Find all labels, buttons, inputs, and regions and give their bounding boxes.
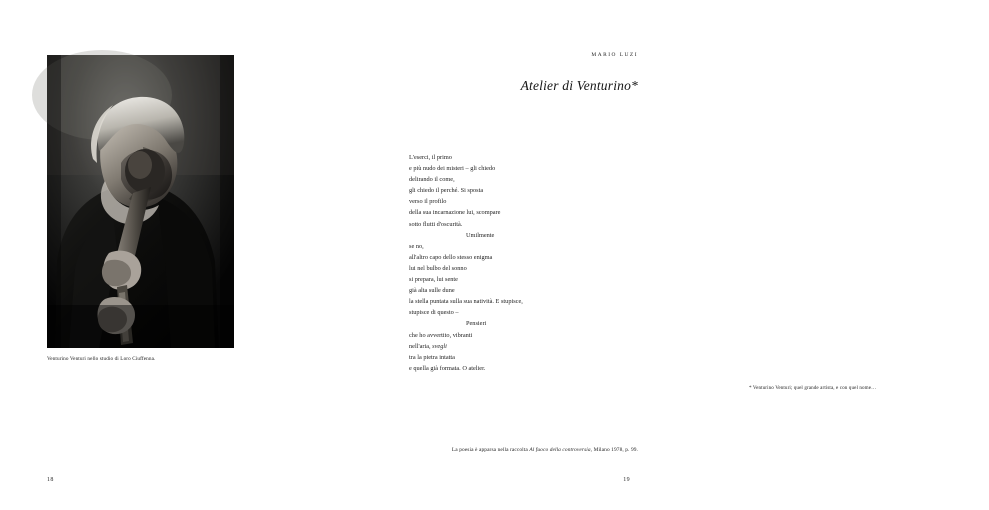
poem-author: MARIO LUZI	[591, 52, 638, 58]
poem-line: sotto flutti d'oscurità.	[409, 220, 463, 228]
poem-line: se no,	[409, 242, 424, 250]
poem-line: lui nel bulbo del sonno	[409, 264, 467, 272]
page-number-left: 18	[47, 477, 54, 483]
poem-line: della sua incarnazione lui, scompare	[409, 209, 501, 217]
left-page	[0, 0, 340, 510]
poem-line: e quella già formata. O atelier.	[409, 364, 486, 372]
right-page	[340, 0, 877, 510]
footnote: * Venturino Venturi; quel grande artista, e con quel nome…	[749, 385, 877, 391]
poem-line: verso il profilo	[409, 198, 447, 206]
page-number-right: 19	[623, 477, 630, 483]
poem-line: nell'aria, svegli	[409, 342, 447, 350]
poem-line: Pensieri	[466, 320, 487, 328]
poem-emphasis: svegli	[432, 342, 447, 350]
source-note-title: Al fuoco della controversia	[529, 447, 591, 453]
poem-line: la stella puntata sulla sua natività. E stupisce,	[409, 298, 523, 306]
poem-line: all'altro capo dello stesso enigma	[409, 253, 493, 261]
poem-line: gli chiedo il perché. Si sposta	[409, 187, 484, 195]
poem-line: già alta sulle dune	[409, 287, 455, 295]
poem-body	[409, 152, 629, 374]
page-title: Atelier di Venturino*	[520, 78, 638, 93]
poem-line: si prepara, lui sente	[409, 276, 458, 284]
photograph-artwork	[47, 55, 234, 348]
source-note-prefix: La poesia è apparsa nella raccolta	[451, 447, 530, 453]
poem-line: L'eserci, il primo	[409, 154, 452, 161]
poem-line: e più nudo dei misteri – gli chiedo	[409, 165, 496, 173]
poem-line: stupisce di questo –	[409, 309, 459, 317]
photo-caption: Venturino Venturi nello studio di Loro Ciuffenna.	[47, 356, 156, 362]
poem-line: delirando il come,	[409, 176, 455, 184]
poem-line: Umilmente	[466, 231, 495, 239]
source-note	[340, 447, 638, 453]
source-note-suffix: , Milano 1978, p. 99.	[590, 447, 638, 453]
poem-line: tra la pietra intatta	[409, 353, 455, 361]
poem-line: che ho avvertito, vibranti	[409, 331, 473, 339]
venturino-venturi-photograph	[47, 55, 234, 348]
